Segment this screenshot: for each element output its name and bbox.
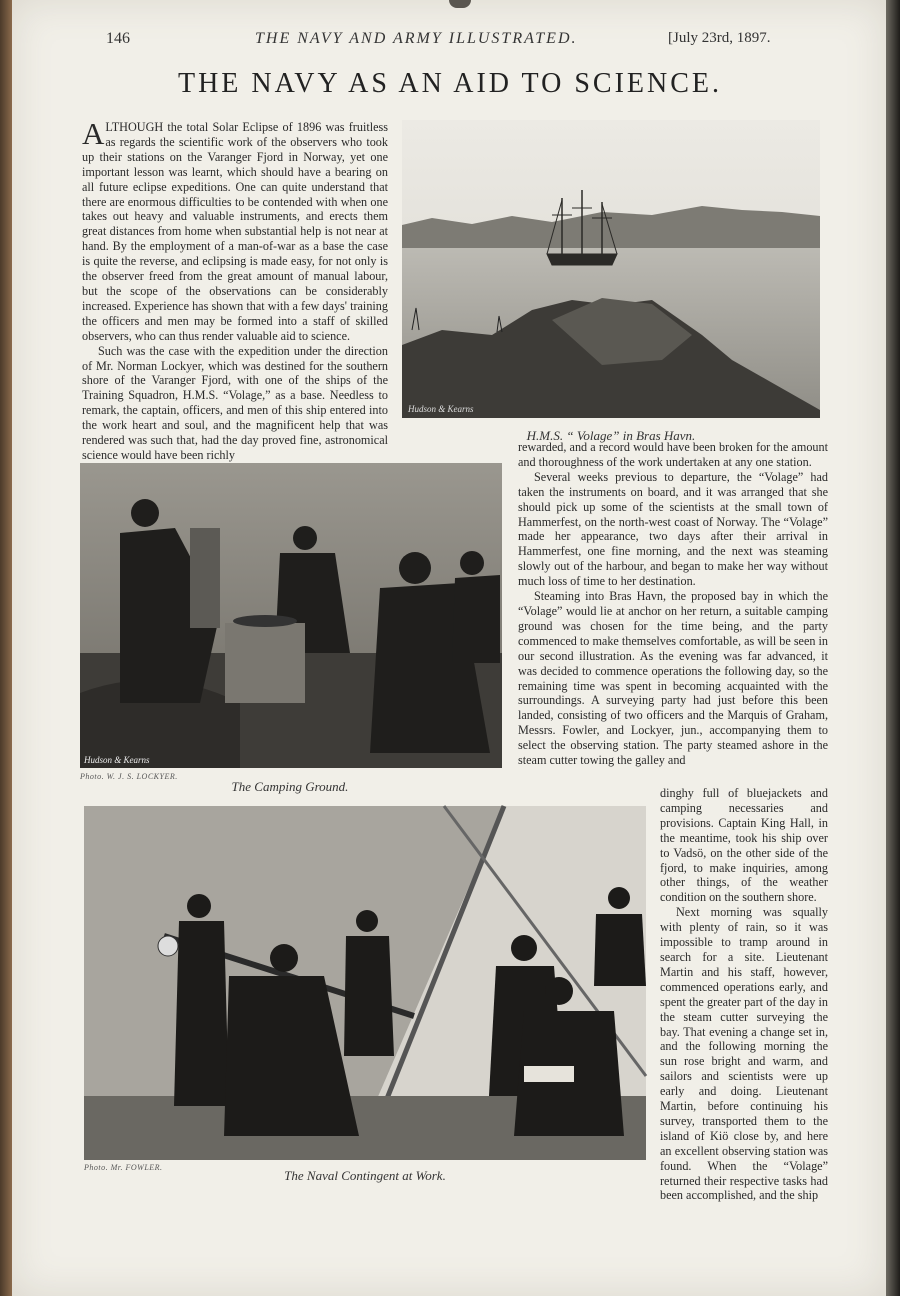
masthead: THE NAVY AND ARMY ILLUSTRATED. [255,30,578,47]
text-column-3 [660,786,828,1203]
paragraph-5: Steaming into Bras Havn, the proposed bay in which the “Volage” would lie at anchor on her return, a suitable camping ground was chosen for the time being, and the party commenced to make themselves comfortable, as will be seen in our second illustration. As the evening was far advanced, it was decided to commence operations the following day, so the remaining time was spent in becoming acquainted with the surroundings. A surveying party had just before this been landed, consisting of two officers and the Marquis of Graham, Messrs. Fowler, and Lockyer, jun., accompanying them to select the observing station. The party steamed ashore in the steam cutter towing the galley and [518,589,829,768]
naval-contingent-image [84,806,646,1160]
page-number: 146 [106,30,130,47]
ship-photo [402,120,820,418]
paragraph-4: Several weeks previous to departure, the “Volage” had taken the instruments on board, and it was arranged that she should pick up some of the scientists at the small town of Hammerfest, on the north-west coast of Norway. The “Volage” made her appearance, two days after their arrival in Hammerfest, one fine morning, and the next was steaming slowly out of the harbour, and began to make her way without much loss of time to her destination. [518,469,828,589]
naval-photo-credit: Photo. Mr. FOWLER. [84,1163,163,1172]
paragraph-1: LTHOUGH the total Solar Eclipse of 1896 was fruitless as regards the scientific work of the observers who took up their stations on the Varanger Fjord in Norway, yet one important lesson was learnt, which should have a bearing on all future eclipse expeditions. One can quite understand that there are enormous difficulties to be contended with when one takes out heavy and valuable instruments, and erects them great distances from home when substantial help is not near at hand. By the employment of a man-of-war as a base the case is quite the reverse, and eclipsing is made easy, for not only is the observer freed from the great amount of manual labour, but the scope of the observations can be considerably increased. Experience has shown that with a few days' training the officers and men may be formed into a staff of skilled observers, who can thus render valuable aid to science. [82,120,388,343]
paragraph-3: rewarded, and a record would have been broken for the amount and thoroughness of the work undertaken at any one station. [518,440,828,469]
naval-contingent-photo [84,806,646,1160]
ship-photo-image [402,120,820,418]
paragraph-2: Such was the case with the expedition under the direction of Mr. Norman Lockyer, which was destined for the southern shore of the Varanger Fjord, with one of the ships of the Training Squadron, H.M.S. “Volage,” as a base. Needless to remark, the captain, officers, and men of this ship entered into the work heart and soul, and the magnificent help that was rendered was such that, had the day proved fine, astronomical science would have been richly [82,343,388,462]
camping-photo-credit: Photo. W. J. S. LOCKYER. [80,772,178,781]
ship-photo-caption: H.M.S. “ Volage” in Bras Havn. [526,428,696,443]
text-column-2 [518,440,828,786]
camping-photo-caption: The Camping Ground. [231,779,349,794]
page-edge-right [886,0,900,1296]
article-title: THE NAVY AS AN AID TO SCIENCE. [177,68,722,99]
issue-date: [July 23rd, 1897. [668,30,771,46]
paragraph-6: dinghy full of bluejackets and camping necessaries and provisions. Captain King Hall, in the meantime, took his ship over to Vadsö, on the other side of the fjord, to make inquiries, among other things, of the weather condition on the southern shore. [660,786,828,905]
text-column-1 [82,116,388,462]
camping-photo-watermark: Hudson & Kearns [84,755,150,765]
paragraph-7: Next morning was squally with plenty of rain, so it was impossible to tramp around in search for a site. Lieutenant Martin and his staff, however, commenced operations early, and spent the greater part of the day in the steam cutter surveying the bay. That evening a change set in, and the following morning the sun rose bright and warm, and sailors and scientists were up early and doing. Lieutenant Martin, before continuing his survey, transported them to the island of Kiö close by, and here an excellent observing station was found. When the “Volage” returned their respective tasks had been accomplished, and the ship [660,905,828,1203]
page-edge-left [0,0,12,1296]
naval-photo-caption: The Naval Contingent at Work. [284,1168,446,1183]
camping-ground-image [80,463,502,768]
camping-ground-photo [80,463,502,768]
ship-photo-watermark: Hudson & Kearns [408,404,474,414]
drop-cap: A [82,116,105,151]
